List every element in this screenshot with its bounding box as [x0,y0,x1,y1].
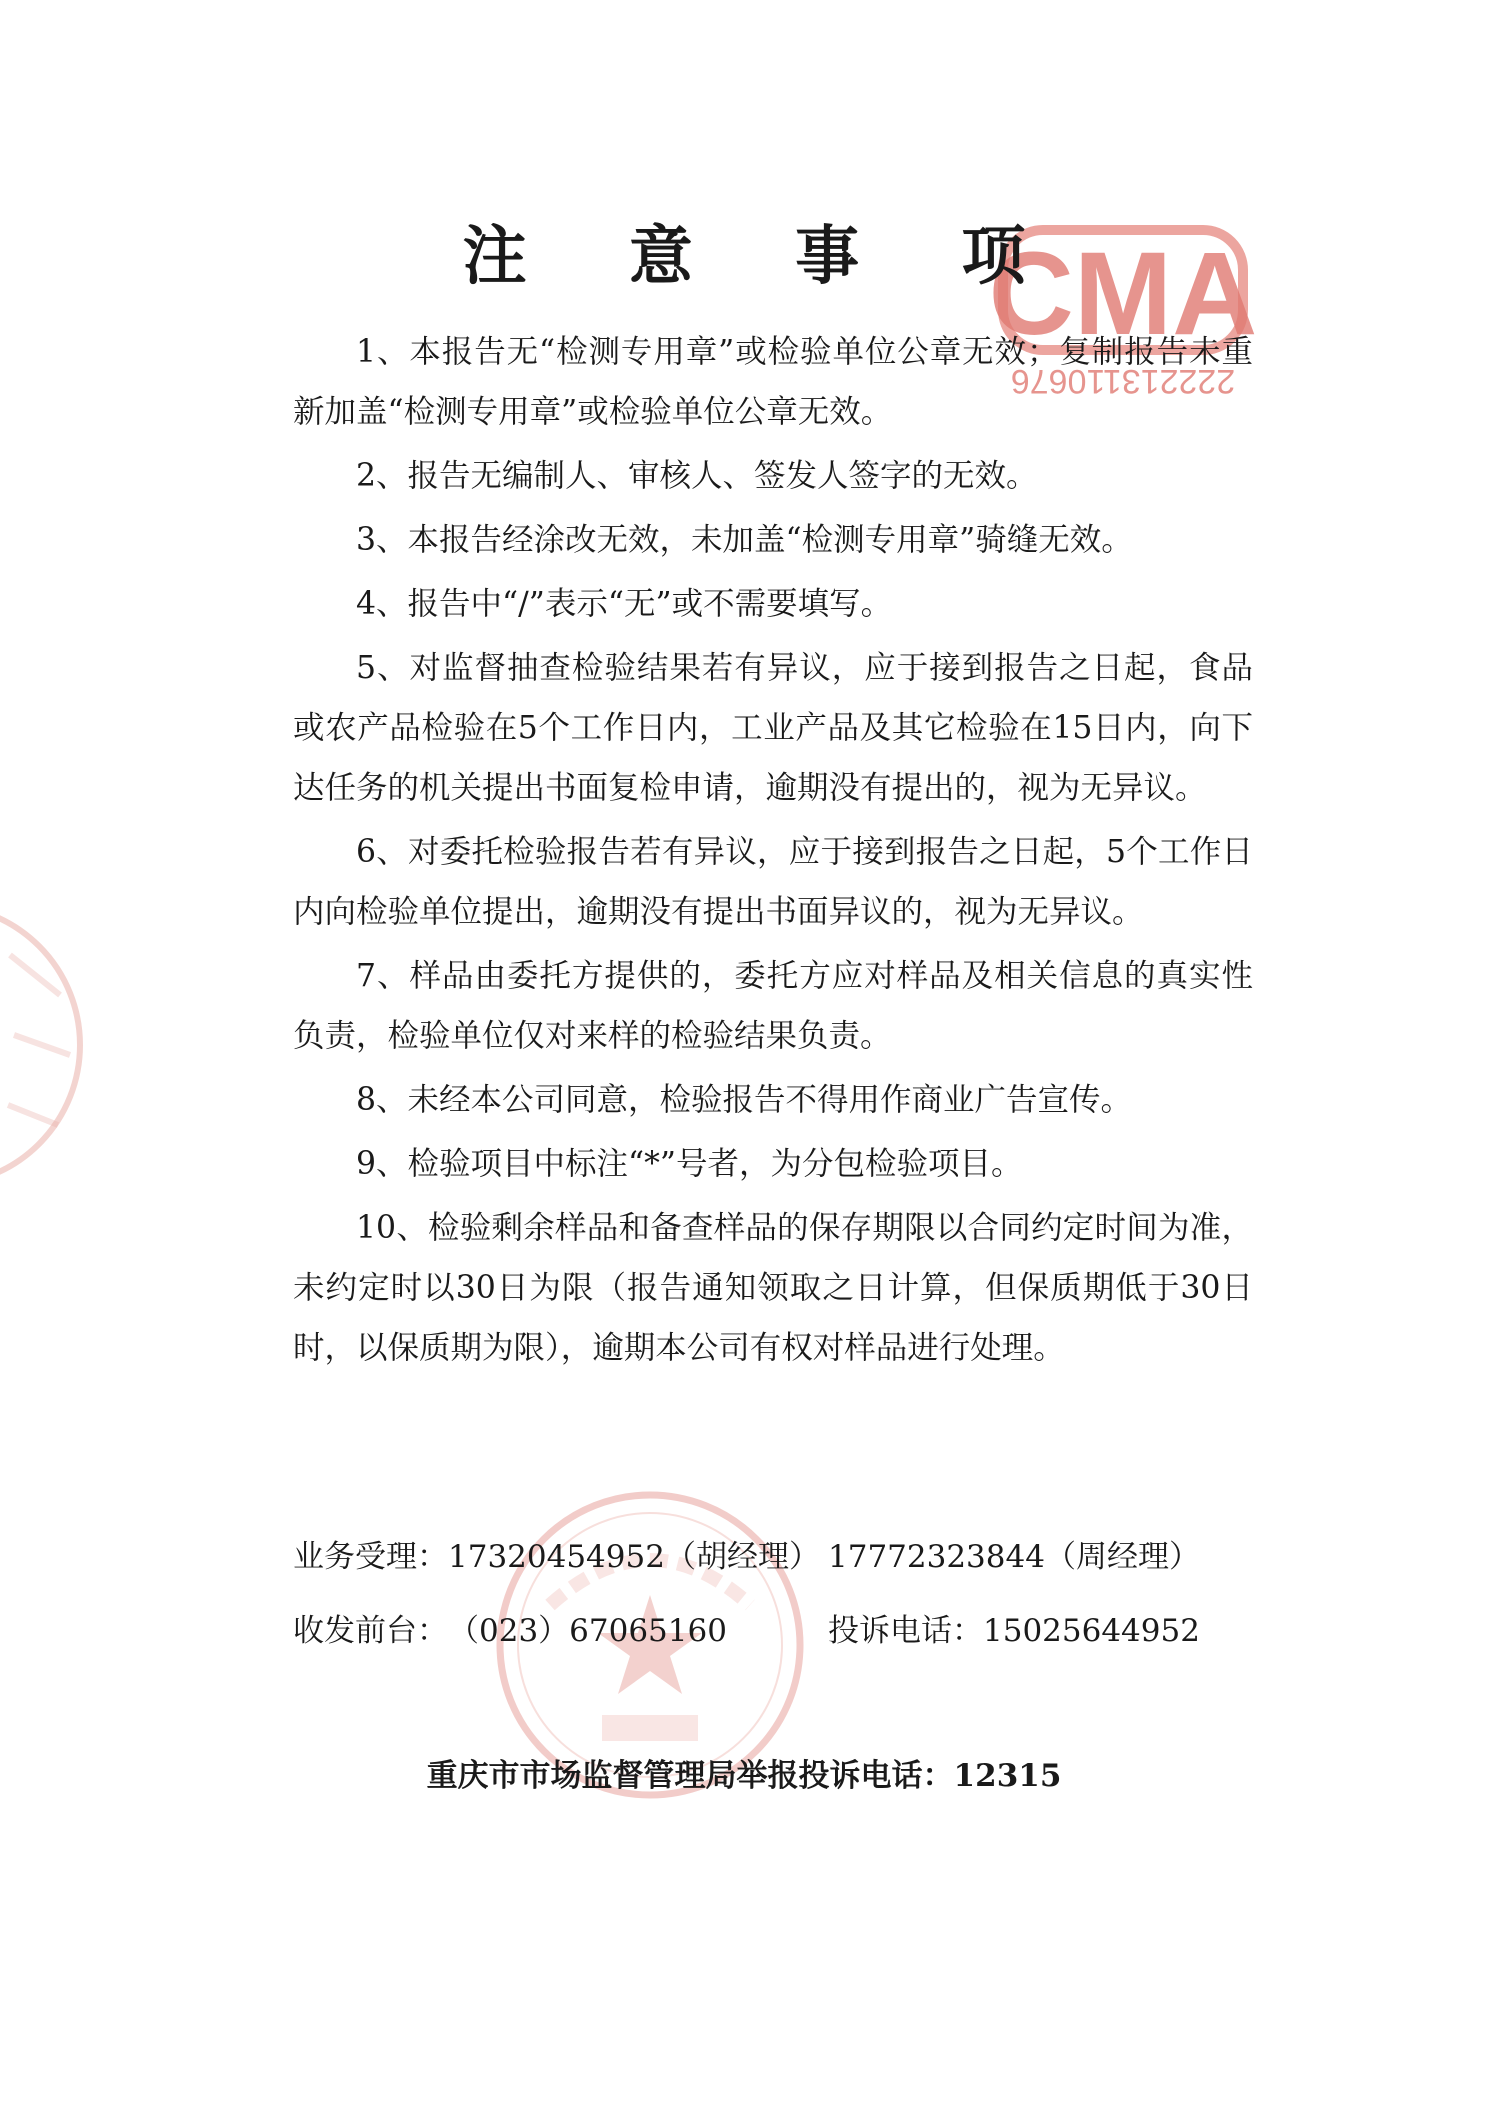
edge-seal [0,915,95,1175]
svg-text:222213110676: 222213110676 [1010,362,1236,400]
regulator-hotline: 重庆市市场监督管理局举报投诉电话：12315 [426,1758,1062,1794]
notice-item-9: 9、检验项目中标注“*”号者，为分包检验项目。 [356,1146,1023,1182]
notice-item-8: 8、未经本公司同意，检验报告不得用作商业广告宣传。 [356,1082,1133,1118]
reception-label: 收发前台： [293,1613,448,1649]
notice-list [293,322,1253,1382]
notice-item-6: 6、对委托检验报告若有异议，应于接到报告之日起，5个工作日内向检验单位提出，逾期没有提出书面异议的，视为无异议。 [293,834,1253,930]
business-contact-row [293,1520,1293,1594]
page-title: 注 意 事 项 [462,219,1066,294]
notice-item-5: 5、对监督抽查检验结果若有异议，应于接到报告之日起，食品或农产品检验在5个工作日内，工业产品及其它检验在15日内，向下达任务的机关提出书面复检申请，逾期没有提出的，视为无异议。 [293,650,1253,806]
reception-phone: （023）67065160 [448,1613,727,1649]
reception-contact-row [293,1594,1293,1668]
notice-item-4: 4、报告中“/”表示“无”或不需要填写。 [356,586,893,622]
notice-item-3: 3、本报告经涂改无效，未加盖“检测专用章”骑缝无效。 [356,522,1133,558]
notice-item-1: 1、本报告无“检测专用章”或检验单位公章无效；复制报告未重新加盖“检测专用章”或检验单位公章无效。 [293,334,1253,430]
notice-item-10: 10、检验剩余样品和备查样品的保存期限以合同约定时间为准，未约定时以30日为限（报告通知领取之日计算，但保质期低于30日时，以保质期为限），逾期本公司有权对样品进行处理。 [293,1210,1253,1366]
svg-text:CMA: CMA [988,228,1258,360]
notice-item-2: 2、报告无编制人、审核人、签发人签字的无效。 [356,458,1038,494]
business-phone-2: 17772323844（周经理） [828,1539,1200,1575]
complaint-label: 投诉电话： [828,1613,983,1649]
contact-info [293,1520,1293,1668]
notice-item-7: 7、样品由委托方提供的，委托方应对样品及相关信息的真实性负责，检验单位仅对来样的检验结果负责。 [293,958,1253,1054]
business-phone-1: 17320454952（胡经理） [448,1539,820,1575]
complaint-phone: 15025644952 [983,1613,1200,1649]
business-label: 业务受理： [293,1539,448,1575]
